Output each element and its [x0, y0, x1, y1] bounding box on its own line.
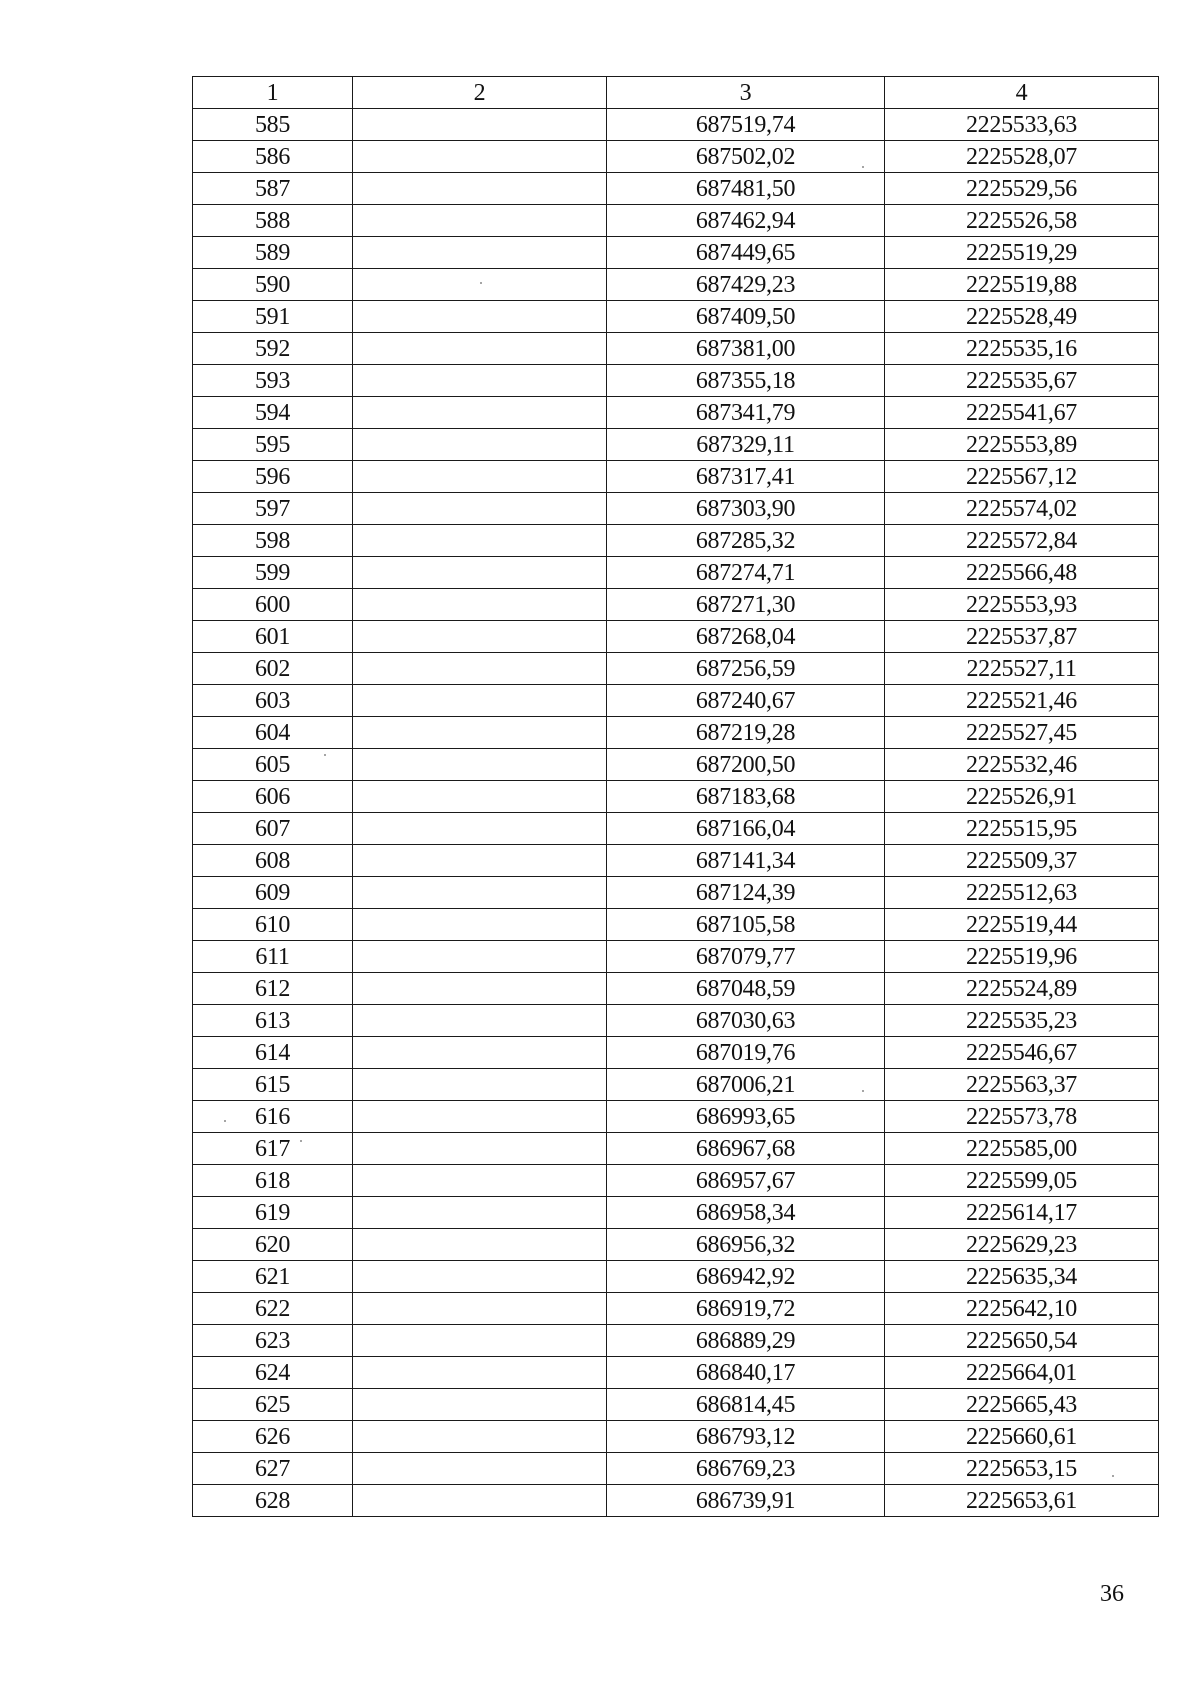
- table-cell-col-4: 2225629,23: [885, 1229, 1159, 1261]
- table-row: [193, 429, 1159, 461]
- table-cell-col-4: 2225566,48: [885, 557, 1159, 589]
- table-cell-col-1: 594: [193, 397, 353, 429]
- table-cell-col-2: [353, 557, 607, 589]
- table-cell-col-4: 2225585,00: [885, 1133, 1159, 1165]
- table-row: [193, 397, 1159, 429]
- table-cell-col-2: [353, 237, 607, 269]
- table-row: [193, 109, 1159, 141]
- table-cell-col-2: [353, 813, 607, 845]
- table-cell-col-2: [353, 845, 607, 877]
- table-cell-col-2: [353, 1229, 607, 1261]
- table-cell-col-4: 2225635,34: [885, 1261, 1159, 1293]
- table-cell-col-2: [353, 1261, 607, 1293]
- table-cell-col-2: [353, 429, 607, 461]
- table-cell-col-4: 2225528,49: [885, 301, 1159, 333]
- table-cell-col-2: [353, 525, 607, 557]
- table-cell-col-2: [353, 1325, 607, 1357]
- table-cell-col-3: 687030,63: [607, 1005, 885, 1037]
- table-cell-col-3: 687105,58: [607, 909, 885, 941]
- column-header-2: 2: [353, 77, 607, 109]
- table-cell-col-1: 625: [193, 1389, 353, 1421]
- table-row: [193, 1069, 1159, 1101]
- table-row: [193, 1421, 1159, 1453]
- table-cell-col-4: 2225541,67: [885, 397, 1159, 429]
- table-row: [193, 1325, 1159, 1357]
- scan-speck: [1112, 1475, 1114, 1477]
- table-cell-col-2: [353, 205, 607, 237]
- table-cell-col-4: 2225529,56: [885, 173, 1159, 205]
- table-cell-col-4: 2225519,29: [885, 237, 1159, 269]
- table-row: [193, 333, 1159, 365]
- table-cell-col-3: 687219,28: [607, 717, 885, 749]
- table-cell-col-3: 687303,90: [607, 493, 885, 525]
- table-row: [193, 1037, 1159, 1069]
- table-cell-col-3: 687409,50: [607, 301, 885, 333]
- table-row: [193, 909, 1159, 941]
- table-cell-col-3: 686814,45: [607, 1389, 885, 1421]
- table-cell-col-2: [353, 941, 607, 973]
- table-cell-col-1: 598: [193, 525, 353, 557]
- table-cell-col-3: 686919,72: [607, 1293, 885, 1325]
- table-cell-col-3: 687271,30: [607, 589, 885, 621]
- table-cell-col-4: 2225572,84: [885, 525, 1159, 557]
- table-cell-col-1: 604: [193, 717, 353, 749]
- table-row: [193, 461, 1159, 493]
- table-cell-col-2: [353, 1133, 607, 1165]
- table-row: [193, 301, 1159, 333]
- table-cell-col-1: 600: [193, 589, 353, 621]
- table-row: [193, 1453, 1159, 1485]
- table-cell-col-3: 686993,65: [607, 1101, 885, 1133]
- table-cell-col-3: 687285,32: [607, 525, 885, 557]
- table-row: [193, 205, 1159, 237]
- table-row: [193, 237, 1159, 269]
- table-cell-col-4: 2225653,15: [885, 1453, 1159, 1485]
- table-cell-col-4: 2225528,07: [885, 141, 1159, 173]
- table-cell-col-2: [353, 461, 607, 493]
- table-cell-col-4: 2225527,11: [885, 653, 1159, 685]
- table-cell-col-1: 617: [193, 1133, 353, 1165]
- table-cell-col-2: [353, 749, 607, 781]
- table-cell-col-3: 687317,41: [607, 461, 885, 493]
- table-row: [193, 525, 1159, 557]
- table-cell-col-3: 687381,00: [607, 333, 885, 365]
- table-cell-col-1: 624: [193, 1357, 353, 1389]
- table-row: [193, 685, 1159, 717]
- table-cell-col-3: 686769,23: [607, 1453, 885, 1485]
- table-cell-col-4: 2225509,37: [885, 845, 1159, 877]
- column-header-3: 3: [607, 77, 885, 109]
- table-cell-col-2: [353, 781, 607, 813]
- table-cell-col-4: 2225512,63: [885, 877, 1159, 909]
- scan-speck: [324, 754, 326, 756]
- table-cell-col-1: 623: [193, 1325, 353, 1357]
- table-cell-col-2: [353, 301, 607, 333]
- table-cell-col-2: [353, 493, 607, 525]
- table-cell-col-1: 601: [193, 621, 353, 653]
- scan-speck: [480, 282, 482, 284]
- table-cell-col-4: 2225553,93: [885, 589, 1159, 621]
- table-cell-col-4: 2225519,44: [885, 909, 1159, 941]
- table-row: [193, 973, 1159, 1005]
- table-cell-col-1: 587: [193, 173, 353, 205]
- table-cell-col-3: 686942,92: [607, 1261, 885, 1293]
- table-cell-col-2: [353, 621, 607, 653]
- table-cell-col-2: [353, 1197, 607, 1229]
- table-cell-col-4: 2225546,67: [885, 1037, 1159, 1069]
- table-cell-col-4: 2225614,17: [885, 1197, 1159, 1229]
- scan-speck: [224, 1120, 226, 1122]
- table-row: [193, 1165, 1159, 1197]
- table-cell-col-2: [353, 1453, 607, 1485]
- table-cell-col-1: 627: [193, 1453, 353, 1485]
- table-cell-col-2: [353, 717, 607, 749]
- table-row: [193, 877, 1159, 909]
- table-cell-col-1: 591: [193, 301, 353, 333]
- table-row: [193, 941, 1159, 973]
- table-row: [193, 1261, 1159, 1293]
- scan-speck: [300, 1140, 302, 1142]
- table-cell-col-4: 2225532,46: [885, 749, 1159, 781]
- table-row: [193, 1005, 1159, 1037]
- table-cell-col-1: 603: [193, 685, 353, 717]
- table-cell-col-2: [353, 1005, 607, 1037]
- table-cell-col-3: 687006,21: [607, 1069, 885, 1101]
- table-cell-col-3: 687268,04: [607, 621, 885, 653]
- table-cell-col-2: [353, 397, 607, 429]
- table-cell-col-1: 608: [193, 845, 353, 877]
- table-cell-col-3: 686967,68: [607, 1133, 885, 1165]
- table-row: [193, 717, 1159, 749]
- table-cell-col-3: 687274,71: [607, 557, 885, 589]
- table-cell-col-3: 686840,17: [607, 1357, 885, 1389]
- table-cell-col-3: 687079,77: [607, 941, 885, 973]
- table-cell-col-4: 2225519,88: [885, 269, 1159, 301]
- table-cell-col-4: 2225535,67: [885, 365, 1159, 397]
- table-cell-col-1: 597: [193, 493, 353, 525]
- table-cell-col-2: [353, 973, 607, 1005]
- scan-speck: [862, 1090, 864, 1092]
- table-cell-col-3: 687329,11: [607, 429, 885, 461]
- table-cell-col-1: 589: [193, 237, 353, 269]
- table-cell-col-3: 686956,32: [607, 1229, 885, 1261]
- table-cell-col-1: 586: [193, 141, 353, 173]
- table-cell-col-3: 687240,67: [607, 685, 885, 717]
- table-row: [193, 557, 1159, 589]
- table-cell-col-3: 686889,29: [607, 1325, 885, 1357]
- table-cell-col-4: 2225519,96: [885, 941, 1159, 973]
- table-cell-col-1: 595: [193, 429, 353, 461]
- table-body: [193, 109, 1159, 1517]
- table-cell-col-4: 2225642,10: [885, 1293, 1159, 1325]
- table-cell-col-1: 585: [193, 109, 353, 141]
- table-cell-col-4: 2225650,54: [885, 1325, 1159, 1357]
- table-row: [193, 621, 1159, 653]
- table-row: [193, 813, 1159, 845]
- table-row: [193, 1389, 1159, 1421]
- page-number: 36: [1100, 1581, 1124, 1607]
- table-cell-col-1: 610: [193, 909, 353, 941]
- table-row: [193, 589, 1159, 621]
- table-row: [193, 1229, 1159, 1261]
- table-header-row: [193, 77, 1159, 109]
- table-cell-col-2: [353, 365, 607, 397]
- table-cell-col-2: [353, 653, 607, 685]
- table-cell-col-4: 2225526,58: [885, 205, 1159, 237]
- table-cell-col-1: 616: [193, 1101, 353, 1133]
- table-cell-col-1: 613: [193, 1005, 353, 1037]
- table-cell-col-2: [353, 1069, 607, 1101]
- table-cell-col-4: 2225535,16: [885, 333, 1159, 365]
- table-cell-col-3: 686793,12: [607, 1421, 885, 1453]
- table-cell-col-2: [353, 173, 607, 205]
- table-cell-col-4: 2225535,23: [885, 1005, 1159, 1037]
- table-cell-col-1: 607: [193, 813, 353, 845]
- table-cell-col-3: 687124,39: [607, 877, 885, 909]
- table-cell-col-1: 618: [193, 1165, 353, 1197]
- table-cell-col-3: 687166,04: [607, 813, 885, 845]
- table-cell-col-1: 592: [193, 333, 353, 365]
- table-cell-col-4: 2225527,45: [885, 717, 1159, 749]
- table-row: [193, 1197, 1159, 1229]
- table-cell-col-4: 2225515,95: [885, 813, 1159, 845]
- table-cell-col-4: 2225664,01: [885, 1357, 1159, 1389]
- table-cell-col-3: 687048,59: [607, 973, 885, 1005]
- table-cell-col-2: [353, 1293, 607, 1325]
- table-cell-col-1: 609: [193, 877, 353, 909]
- table-cell-col-2: [353, 1037, 607, 1069]
- coordinates-table: [192, 76, 1159, 1517]
- table-cell-col-3: 686957,67: [607, 1165, 885, 1197]
- table-cell-col-1: 611: [193, 941, 353, 973]
- table-cell-col-4: 2225574,02: [885, 493, 1159, 525]
- table-cell-col-3: 687519,74: [607, 109, 885, 141]
- table-cell-col-1: 602: [193, 653, 353, 685]
- table-cell-col-2: [353, 1101, 607, 1133]
- table-row: [193, 269, 1159, 301]
- table-row: [193, 365, 1159, 397]
- table-cell-col-4: 2225526,91: [885, 781, 1159, 813]
- table-cell-col-1: 606: [193, 781, 353, 813]
- table-row: [193, 1357, 1159, 1389]
- table-cell-col-3: 686739,91: [607, 1485, 885, 1517]
- table-cell-col-4: 2225563,37: [885, 1069, 1159, 1101]
- table-cell-col-1: 626: [193, 1421, 353, 1453]
- table-cell-col-2: [353, 685, 607, 717]
- table-cell-col-4: 2225553,89: [885, 429, 1159, 461]
- table-row: [193, 493, 1159, 525]
- table-cell-col-3: 687481,50: [607, 173, 885, 205]
- table-cell-col-3: 687256,59: [607, 653, 885, 685]
- table-cell-col-2: [353, 1165, 607, 1197]
- table-cell-col-1: 612: [193, 973, 353, 1005]
- table-row: [193, 1101, 1159, 1133]
- table-row: [193, 173, 1159, 205]
- table-cell-col-4: 2225660,61: [885, 1421, 1159, 1453]
- table-cell-col-4: 2225521,46: [885, 685, 1159, 717]
- table-cell-col-1: 593: [193, 365, 353, 397]
- table-cell-col-1: 588: [193, 205, 353, 237]
- table-row: [193, 653, 1159, 685]
- column-header-1: 1: [193, 77, 353, 109]
- scan-speck: [862, 166, 864, 168]
- column-header-4: 4: [885, 77, 1159, 109]
- table-row: [193, 749, 1159, 781]
- table-row: [193, 141, 1159, 173]
- table-cell-col-2: [353, 1357, 607, 1389]
- table-cell-col-4: 2225665,43: [885, 1389, 1159, 1421]
- table-cell-col-4: 2225524,89: [885, 973, 1159, 1005]
- table-cell-col-1: 620: [193, 1229, 353, 1261]
- table-cell-col-1: 622: [193, 1293, 353, 1325]
- table-cell-col-3: 687141,34: [607, 845, 885, 877]
- table-cell-col-3: 687200,50: [607, 749, 885, 781]
- table-cell-col-3: 686958,34: [607, 1197, 885, 1229]
- table-cell-col-1: 615: [193, 1069, 353, 1101]
- table-cell-col-1: 599: [193, 557, 353, 589]
- table-cell-col-1: 614: [193, 1037, 353, 1069]
- table-cell-col-1: 628: [193, 1485, 353, 1517]
- table-cell-col-1: 621: [193, 1261, 353, 1293]
- table-cell-col-3: 687462,94: [607, 205, 885, 237]
- table-cell-col-2: [353, 1421, 607, 1453]
- table-row: [193, 845, 1159, 877]
- table-row: [193, 781, 1159, 813]
- table-cell-col-2: [353, 333, 607, 365]
- table-cell-col-4: 2225567,12: [885, 461, 1159, 493]
- table-cell-col-3: 687183,68: [607, 781, 885, 813]
- table-cell-col-3: 687502,02: [607, 141, 885, 173]
- table-row: [193, 1485, 1159, 1517]
- table-cell-col-4: 2225653,61: [885, 1485, 1159, 1517]
- table-cell-col-2: [353, 141, 607, 173]
- table-cell-col-3: 687449,65: [607, 237, 885, 269]
- table-row: [193, 1133, 1159, 1165]
- table-cell-col-4: 2225533,63: [885, 109, 1159, 141]
- table-cell-col-3: 687019,76: [607, 1037, 885, 1069]
- table-cell-col-3: 687341,79: [607, 397, 885, 429]
- table-cell-col-3: 687355,18: [607, 365, 885, 397]
- table-cell-col-2: [353, 877, 607, 909]
- table-cell-col-1: 590: [193, 269, 353, 301]
- table-cell-col-1: 596: [193, 461, 353, 493]
- table-cell-col-4: 2225599,05: [885, 1165, 1159, 1197]
- table-row: [193, 1293, 1159, 1325]
- table-cell-col-2: [353, 269, 607, 301]
- table-cell-col-1: 619: [193, 1197, 353, 1229]
- table-cell-col-4: 2225537,87: [885, 621, 1159, 653]
- table-cell-col-4: 2225573,78: [885, 1101, 1159, 1133]
- table-cell-col-2: [353, 109, 607, 141]
- table-cell-col-1: 605: [193, 749, 353, 781]
- table-cell-col-2: [353, 909, 607, 941]
- table-cell-col-2: [353, 589, 607, 621]
- table-cell-col-3: 687429,23: [607, 269, 885, 301]
- table-cell-col-2: [353, 1389, 607, 1421]
- table-cell-col-2: [353, 1485, 607, 1517]
